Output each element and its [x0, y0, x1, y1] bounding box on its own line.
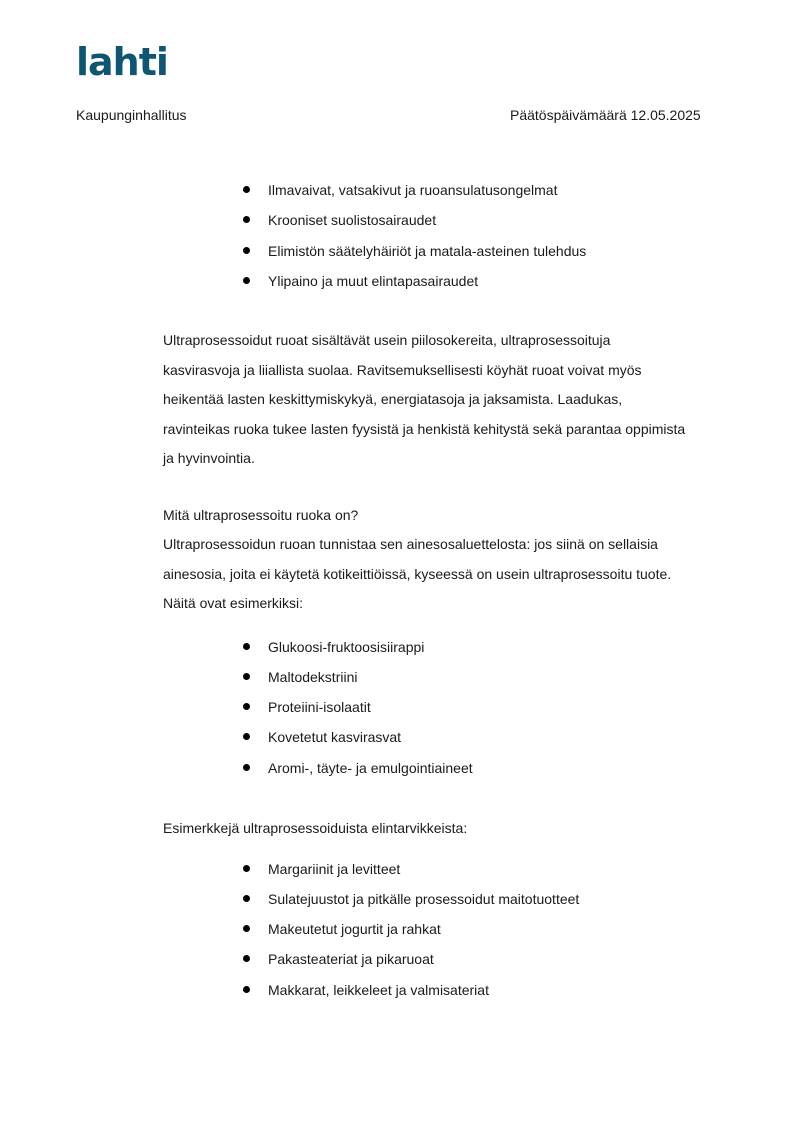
bullet-icon [243, 186, 250, 193]
list-item-text: Pakasteateriat ja pikaruoat [268, 951, 434, 967]
bullet-icon [243, 216, 250, 223]
list-item [0, 949, 793, 969]
heading-line: Esimerkkejä ultraprosessoiduista elintarvikkeista: [163, 820, 468, 836]
bullet-icon [243, 986, 250, 993]
list-item-text: Makkarat, leikkeleet ja valmisateriat [268, 982, 489, 998]
bullet-icon [243, 865, 250, 872]
list-item [0, 727, 793, 747]
list-item [0, 180, 793, 200]
bullet-icon [243, 703, 250, 710]
list-item [0, 889, 793, 909]
lahti-logo: lahti [76, 40, 168, 84]
bullet-icon [243, 895, 250, 902]
list-item-text: Ylipaino ja muut elintapasairaudet [268, 273, 479, 289]
list-item [0, 859, 793, 879]
paragraph-line: Näitä ovat esimerkiksi: [163, 595, 304, 611]
list-item [0, 241, 793, 261]
bullet-icon [243, 764, 250, 771]
paragraph-line: ravinteikas ruoka tukee lasten fyysistä ja henkistä kehitystä sekä parantaa oppimista [163, 420, 686, 437]
paragraph-line: ja hyvinvointia. [163, 450, 255, 466]
list-item-text: Kovetetut kasvirasvat [268, 729, 402, 745]
paragraph-identification [163, 534, 733, 623]
bullet-icon [243, 925, 250, 932]
paragraph-ultraprocessed-effects [163, 330, 733, 478]
list-item-text: Sulatejuustot ja pitkälle prosessoidut maitotuotteet [268, 891, 580, 907]
section-question [163, 505, 733, 534]
list-item-text: Makeutetut jogurtit ja rahkat [268, 921, 441, 937]
list-item-text: Maltodekstriini [268, 669, 358, 685]
list-item [0, 637, 793, 657]
list-item-text: Aromi-, täyte- ja emulgointiaineet [268, 760, 473, 776]
list-item [0, 758, 793, 778]
list-item [0, 919, 793, 939]
bullet-icon [243, 277, 250, 284]
list-item [0, 697, 793, 717]
paragraph-line: Ultraprosessoidun ruoan tunnistaa sen ainesosaluettelosta: jos siinä on sellaisia [163, 536, 658, 552]
list-item-text: Proteiini-isolaatit [268, 699, 371, 715]
bullet-icon [243, 673, 250, 680]
paragraph-line: heikentää lasten keskittymiskykyä, energiatasoja ja jaksamista. Laadukas, [163, 391, 623, 407]
bullet-icon [243, 643, 250, 650]
header-decision-date: Päätöspäivämäärä 12.05.2025 [510, 107, 701, 123]
paragraph-line: ainesosia, joita ei käytetä kotikeittiöissä, kyseessä on usein ultraprosessoitu tuote. [163, 565, 672, 582]
examples-heading [163, 818, 733, 848]
header-department: Kaupunginhallitus [76, 107, 187, 123]
list-item [0, 667, 793, 687]
paragraph-line: Ultraprosessoidut ruoat sisältävät usein piilosokereita, ultraprosessoituja [163, 332, 611, 348]
bullet-icon [243, 733, 250, 740]
list-item-text: Krooniset suolistosairaudet [268, 212, 437, 228]
list-item [0, 210, 793, 230]
bullet-icon [243, 247, 250, 254]
question-line: Mitä ultraprosessoitu ruoka on? [163, 507, 359, 523]
list-item-text: Ilmavaivat, vatsakivut ja ruoansulatusongelmat [268, 182, 558, 198]
bullet-icon [243, 955, 250, 962]
list-item [0, 271, 793, 291]
list-item-text: Elimistön säätelyhäiriöt ja matala-asteinen tulehdus [268, 243, 587, 259]
list-item-text: Glukoosi-fruktoosisiirappi [268, 639, 425, 655]
paragraph-line: kasvirasvoja ja liiallista suolaa. Ravitsemuksellisesti köyhät ruoat voivat myös [163, 361, 642, 378]
list-item-text: Margariinit ja levitteet [268, 861, 401, 877]
list-item [0, 980, 793, 1000]
